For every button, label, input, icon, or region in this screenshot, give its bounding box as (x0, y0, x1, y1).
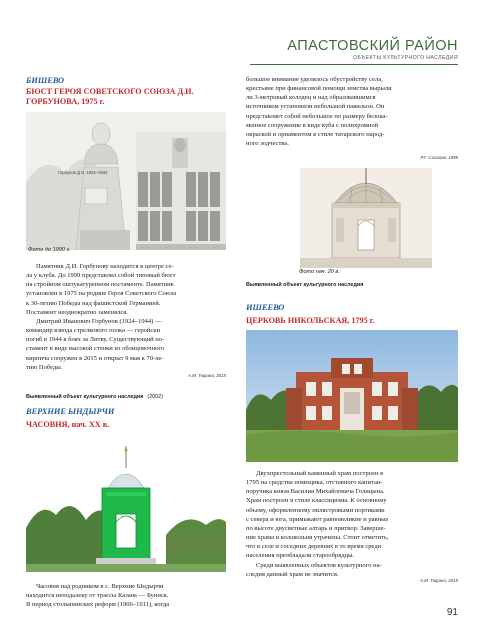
region-subtitle: ОБЪЕКТЫ КУЛЬТУРНОГО НАСЛЕДИЯ (353, 55, 458, 61)
text-line: командир взвода стрелкового полка — геройски (26, 327, 161, 335)
place-verkhnie-yndyrchi: ВЕРХНИЕ ЫНДЫРЧИ (26, 407, 115, 416)
text-line: Дмитрий Иванович Горбунов (1924–1944) — (36, 317, 162, 325)
chapel-photo (26, 440, 226, 572)
place-isheevo: ИШЕЕВО (246, 303, 285, 312)
verkhnie-text (26, 582, 226, 609)
region-title: АПАСТОВСКИЙ РАЙОН (287, 38, 458, 54)
text-line: ного зодчества. (246, 140, 289, 148)
text-line: 1795 на средства помещика, отставного капитан- (246, 479, 383, 487)
text-line: тию Победы. (26, 363, 63, 371)
text-line: Среди выявленных объектов культурного на- (256, 561, 382, 569)
text-line: стамент в виде высокой стенки из облицовочного (26, 345, 165, 353)
text-line: окраской и орнаментом в стиле татарского народ- (246, 130, 385, 138)
text-line: Постамент неоднократно заменялся. (26, 308, 128, 316)
text-line: Часовня над родником в с. Верхние Ындырчи (36, 583, 164, 590)
intro-author: Р.Г. Салихов, 1999 (420, 155, 458, 160)
text-line: что в селе и соседних деревнях в то время среди (246, 543, 382, 551)
bust-photo (26, 112, 226, 250)
text-line: ние храма и колокольня утрачены. Стоит отметить, (246, 534, 389, 542)
text-line: менное сооружение в виде куба с полихромной (246, 121, 379, 129)
text-line: населения преобладали старообрядцы. (246, 552, 355, 560)
historic-chapel-caption: Фото нач. 20 в. (299, 269, 340, 275)
historic-chapel-photo (300, 168, 432, 268)
text-line: находится неподалеку от трассы Казань — Буинск. (26, 592, 169, 600)
ishevo-text (246, 469, 458, 579)
text-line: Храм построен в стиле классицизма. К основному (246, 497, 387, 505)
place-bishevo: БИШЕВО (26, 76, 65, 85)
text-line: источником установили небольшой павильон. Он (246, 103, 385, 111)
ishevo-author: А.М. Тюрина, 2015 (419, 578, 458, 583)
text-line: кирпича сооружен в 2015 и открыт 9 мая к 70-ле- (26, 354, 164, 362)
object-title-chapel: ЧАСОВНЯ, нач. XX в. (26, 420, 110, 429)
text-line: поручика князя Василия Михайловича Голицына. (246, 488, 385, 496)
bust-photo-caption: Фото до 1990 г. (28, 247, 71, 253)
status-label: Выявленный объект культурного наследия (26, 394, 144, 400)
text-line: Двухпрестольный каменный храм построен в (256, 470, 384, 477)
text-line: установлен в 1975 на родине Героя Советского Союза (26, 290, 177, 298)
text-line: представляет собой небольшое по размеру белока- (246, 112, 388, 120)
text-line: ли 3-метровый колодец и над образовавшимся (246, 94, 376, 102)
text-line: следия данный храм не значится. (246, 570, 339, 578)
object-title-church: ЦЕРКОВЬ НИКОЛЬСКАЯ, 1795 г. (246, 316, 375, 325)
bishevo-text (26, 262, 226, 372)
object-title-bust: БЮСТ ГЕРОЯ СОВЕТСКОГО СОЮЗА Д.И. ГОРБУНОВА, 1975 г. (26, 87, 194, 106)
text-line: крестьяне при финансовой помощи земства вырыли (246, 85, 392, 93)
bishevo-status (26, 385, 163, 403)
text-line: к 30-летию Победы над фашистской Германией. (26, 299, 161, 307)
chapel-status: Выявленный объект культурного наследия (246, 282, 364, 288)
intro-text (246, 75, 458, 148)
text-line: ла у клуба. До 1999 представлял собой типовый бюст (26, 272, 176, 280)
text-line: по высоте двусветные алтарь и притвор. Заверше- (246, 524, 386, 532)
text-line: погиб в 1944 в боях за Литву. Существующий по- (26, 336, 165, 344)
header-rule (250, 64, 458, 65)
text-line: объему, оформленному пилястровыми портиками (246, 506, 385, 514)
status-year: (2002) (147, 394, 163, 400)
bishevo-author: А.М. Тюрина, 2015 (187, 373, 226, 378)
church-photo (246, 330, 458, 462)
bust-plaque-text: Горбунов Д.И. 1924–1944 (58, 170, 108, 175)
page-number: 91 (446, 607, 458, 618)
text-line: В период столыпинских реформ (1906–1911), когда (26, 601, 170, 609)
text-line: большое внимание уделялось обустройству села, (246, 76, 383, 83)
text-line: Памятник Д.И. Горбунову находится в центре се- (36, 263, 174, 270)
text-line: с севера и юга, примыкают равновеликие и равные (246, 515, 389, 523)
text-line: на стройном оштукатуренном постаменте. Памятник (26, 281, 174, 289)
